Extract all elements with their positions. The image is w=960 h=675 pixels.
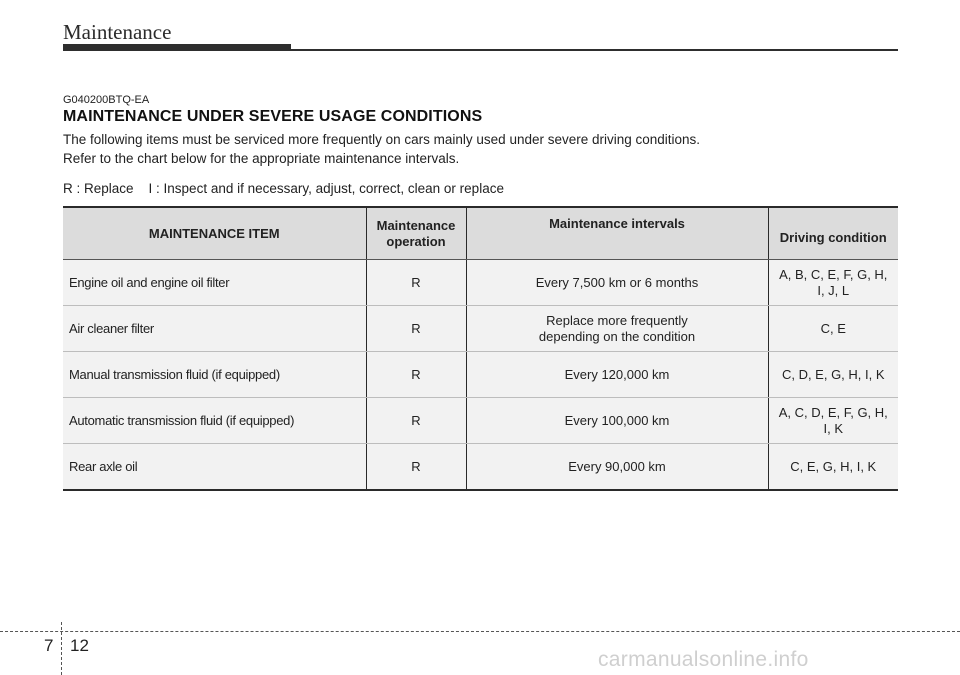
table-header-row: [63, 207, 898, 260]
cell-maintenance-interval-line-1: Every 7,500 km or 6 months: [535, 274, 699, 290]
cell-maintenance-interval-line-1: Every 90,000 km: [568, 458, 666, 474]
intro-line-2: Refer to the chart below for the appropriate maintenance intervals.: [63, 151, 460, 166]
header-maintenance-item: MAINTENANCE ITEM: [63, 207, 366, 260]
table-row: [63, 352, 898, 398]
cell-driving-condition: [768, 444, 898, 491]
cell-driving-condition: [768, 260, 898, 306]
cell-maintenance-item: [63, 398, 366, 444]
cell-maintenance-item-line-1: Automatic transmission fluid (if equipped): [69, 412, 295, 428]
cell-maintenance-interval-line-1: Replace more frequently: [546, 312, 688, 328]
intro-text: [63, 130, 883, 168]
cell-maintenance-interval: [466, 444, 768, 491]
page-number: 12: [70, 636, 89, 655]
table-row: [63, 260, 898, 306]
page-header-title: Maintenance: [63, 20, 172, 44]
header-maintenance-intervals: Maintenance intervals: [466, 207, 768, 260]
legend-text: R : Replace I : Inspect and if necessary, adjust, correct, clean or replace: [63, 181, 504, 196]
footer-divider: [61, 622, 62, 675]
table-row: [63, 444, 898, 491]
cell-maintenance-operation-line-1: R: [411, 274, 421, 290]
cell-maintenance-operation: [366, 260, 466, 306]
cell-driving-condition-line-2: I, J, L: [817, 282, 850, 298]
cell-maintenance-operation-line-1: R: [411, 366, 421, 382]
table-row: [63, 306, 898, 352]
page-chapter-number: 7: [44, 636, 54, 655]
maintenance-table: [63, 206, 898, 491]
cell-driving-condition: [768, 398, 898, 444]
cell-maintenance-interval-line-1: Every 100,000 km: [564, 412, 670, 428]
header-operation-line-2: operation: [386, 233, 446, 249]
cell-maintenance-item-line-1: Rear axle oil: [69, 458, 138, 474]
cell-driving-condition-line-1: C, E, G, H, I, K: [790, 458, 877, 474]
cell-maintenance-item: [63, 260, 366, 306]
cell-driving-condition-line-1: A, C, D, E, F, G, H,: [778, 404, 888, 420]
cell-maintenance-interval: [466, 352, 768, 398]
cell-maintenance-item-line-1: Air cleaner filter: [69, 320, 154, 336]
cell-maintenance-item: [63, 306, 366, 352]
header-bar: [63, 44, 291, 51]
table-row: [63, 398, 898, 444]
cell-driving-condition: [768, 352, 898, 398]
watermark-text: carmanualsonline.info: [598, 648, 809, 671]
header-operation-line-1: Maintenance: [376, 217, 456, 233]
intro-line-1: The following items must be serviced more frequently on cars mainly used under severe driving conditions.: [63, 132, 701, 147]
cell-driving-condition-line-1: A, B, C, E, F, G, H,: [779, 266, 888, 282]
cell-maintenance-operation: [366, 352, 466, 398]
cell-maintenance-operation: [366, 398, 466, 444]
cell-driving-condition-line-1: C, E: [820, 320, 846, 336]
cell-maintenance-interval: [466, 398, 768, 444]
cell-maintenance-interval: [466, 260, 768, 306]
section-code: G040200BTQ-EA: [63, 94, 150, 106]
cell-driving-condition: [768, 306, 898, 352]
cell-maintenance-interval: [466, 306, 768, 352]
cell-maintenance-item: [63, 444, 366, 491]
cell-driving-condition-line-2: I, K: [823, 420, 843, 436]
cell-maintenance-operation-line-1: R: [411, 320, 421, 336]
header-driving-condition: Driving condition: [768, 207, 898, 260]
cell-maintenance-item-line-1: Manual transmission fluid (if equipped): [69, 366, 280, 382]
cell-maintenance-interval-line-2: depending on the condition: [538, 328, 696, 344]
cell-maintenance-operation: [366, 444, 466, 491]
cell-maintenance-operation-line-1: R: [411, 412, 421, 428]
section-title: MAINTENANCE UNDER SEVERE USAGE CONDITIONS: [63, 108, 483, 125]
cell-maintenance-operation-line-1: R: [411, 458, 421, 474]
cell-maintenance-operation: [366, 306, 466, 352]
cell-maintenance-item: [63, 352, 366, 398]
header-maintenance-operation: [366, 207, 466, 260]
footer-rule: [0, 631, 960, 632]
cell-maintenance-interval-line-1: Every 120,000 km: [564, 366, 670, 382]
header-rule: [291, 49, 898, 51]
cell-driving-condition-line-1: C, D, E, G, H, I, K: [781, 366, 885, 382]
cell-maintenance-item-line-1: Engine oil and engine oil filter: [69, 274, 230, 290]
